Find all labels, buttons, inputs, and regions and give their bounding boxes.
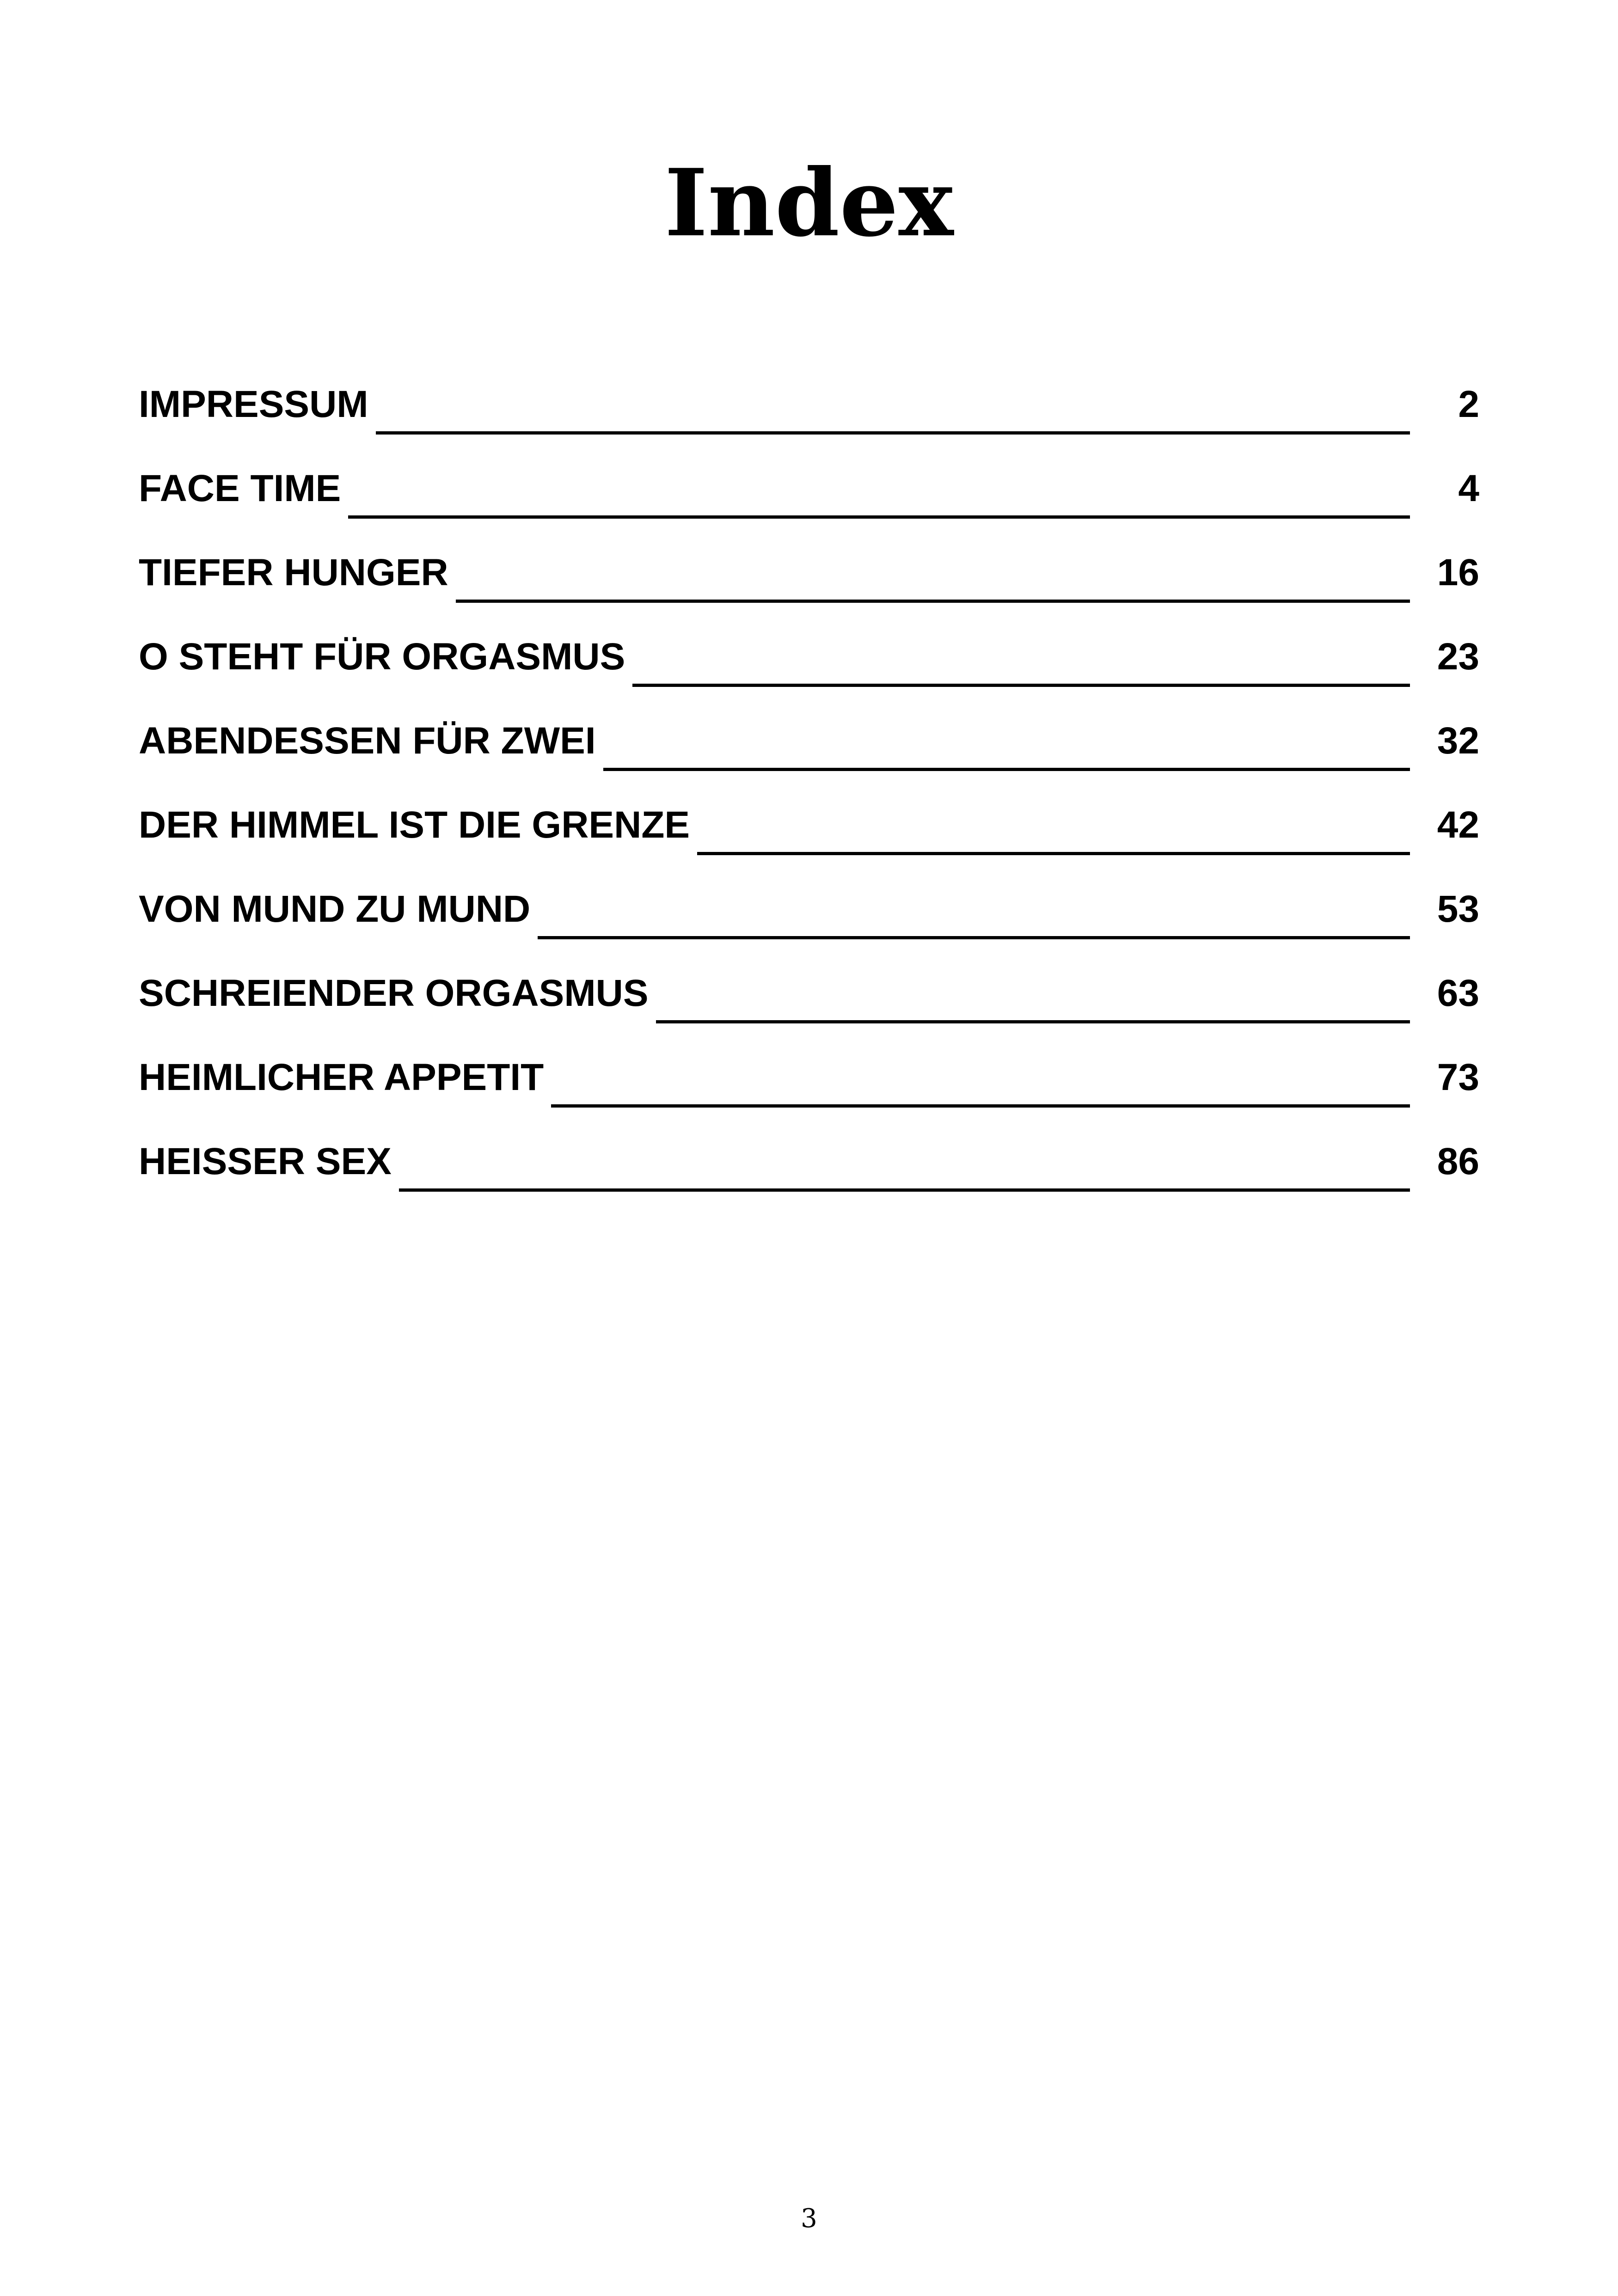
toc-entry-tiefer-hunger[interactable]: [139, 538, 1479, 622]
toc-entry-schreiender-orgasmus[interactable]: [139, 959, 1479, 1043]
page-number: 3: [801, 2204, 817, 2234]
toc-entry-page: 86: [1437, 1140, 1479, 1182]
toc-entry-heimlicher-appetit[interactable]: [139, 1043, 1479, 1127]
toc-entry-title: SCHREIENDER ORGASMUS: [139, 972, 649, 1014]
toc-entry-page: 32: [1437, 720, 1479, 762]
toc-entry-page: 23: [1437, 636, 1479, 678]
toc-leader-line: [632, 656, 1410, 687]
table-of-contents: [139, 370, 1479, 1211]
toc-leader-line: [697, 824, 1410, 855]
toc-leader-line: [656, 992, 1410, 1023]
toc-entry-page: 16: [1437, 551, 1479, 594]
toc-entry-page: 4: [1458, 467, 1479, 509]
toc-entry-page: 42: [1437, 804, 1479, 846]
toc-entry-title: FACE TIME: [139, 467, 341, 509]
toc-entry-title: ABENDESSEN FÜR ZWEI: [139, 720, 596, 762]
toc-entry-impressum[interactable]: [139, 370, 1479, 454]
toc-entry-title: TIEFER HUNGER: [139, 551, 448, 594]
toc-entry-page: 2: [1458, 383, 1479, 425]
toc-entry-page: 73: [1437, 1056, 1479, 1098]
toc-leader-line: [348, 488, 1410, 519]
toc-leader-line: [551, 1077, 1410, 1108]
toc-entry-heisser-sex[interactable]: [139, 1127, 1479, 1211]
toc-leader-line: [603, 740, 1410, 771]
toc-entry-o-steht-fuer-orgasmus[interactable]: [139, 622, 1479, 706]
toc-leader-line: [399, 1161, 1410, 1192]
toc-leader-line: [376, 404, 1410, 435]
toc-leader-line: [456, 572, 1410, 603]
toc-entry-title: IMPRESSUM: [139, 383, 368, 425]
toc-entry-face-time[interactable]: [139, 454, 1479, 538]
toc-entry-title: O STEHT FÜR ORGASMUS: [139, 636, 625, 678]
toc-entry-page: 53: [1437, 888, 1479, 930]
toc-entry-abendessen-fuer-zwei[interactable]: [139, 706, 1479, 790]
toc-entry-title: DER HIMMEL IST DIE GRENZE: [139, 804, 690, 846]
toc-entry-page: 63: [1437, 972, 1479, 1014]
toc-entry-von-mund-zu-mund[interactable]: [139, 875, 1479, 959]
toc-leader-line: [538, 908, 1410, 939]
page-title: Index: [664, 149, 954, 257]
toc-entry-title: VON MUND ZU MUND: [139, 888, 531, 930]
toc-entry-der-himmel-ist-die-grenze[interactable]: [139, 790, 1479, 875]
toc-entry-title: HEISSER SEX: [139, 1140, 392, 1182]
toc-entry-title: HEIMLICHER APPETIT: [139, 1056, 544, 1098]
